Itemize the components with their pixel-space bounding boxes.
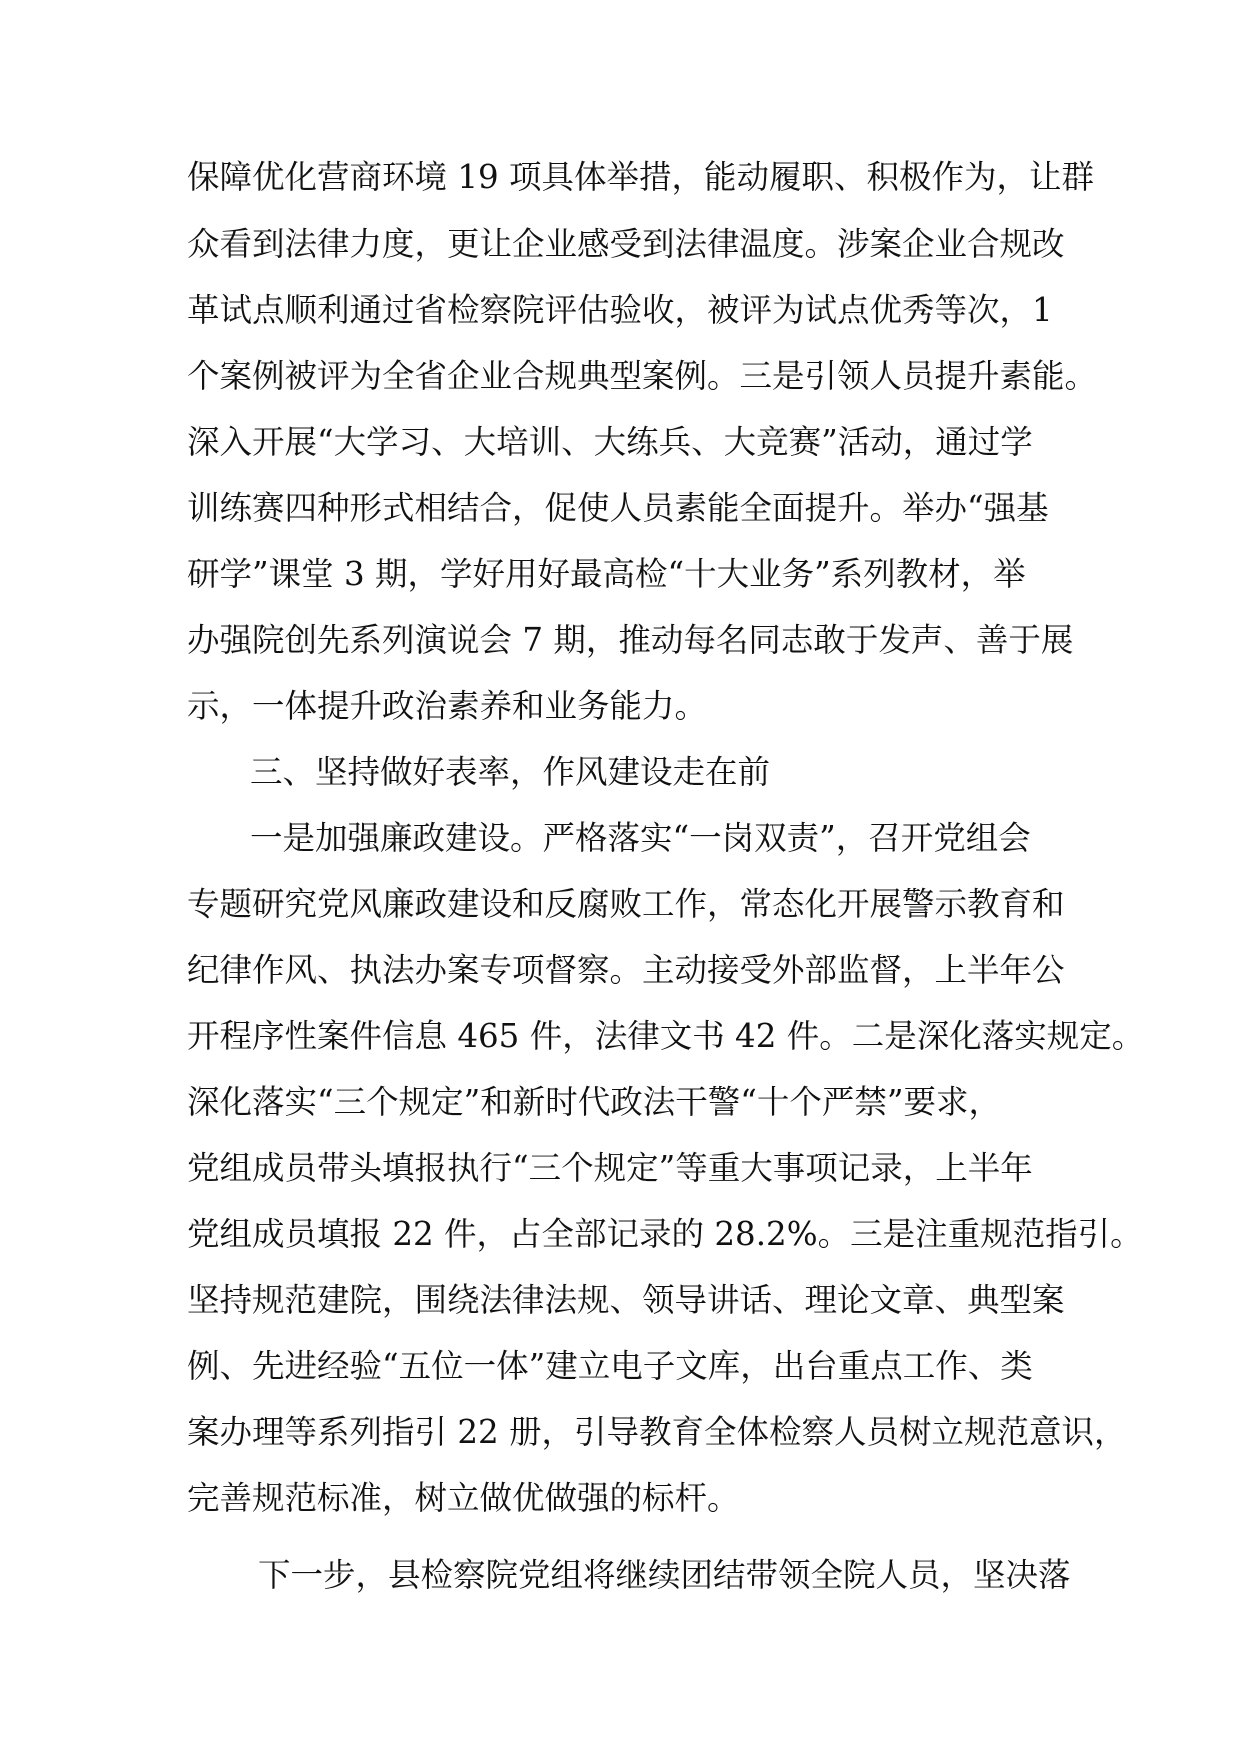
body-text-line: 研学”课堂 3 期，学好用好最高检“十大业务”系列教材，举 [187, 555, 1026, 593]
body-text-line: 深入开展“大学习、大培训、大练兵、大竞赛”活动，通过学 [187, 423, 1033, 461]
body-text-line: 示，一体提升政治素养和业务能力。 [187, 687, 708, 725]
body-text-line: 革试点顺利通过省检察院评估验收，被评为试点优秀等次，1 [187, 291, 1053, 329]
body-text-line: 例、先进经验“五位一体”建立电子文库，出台重点工作、类 [187, 1347, 1033, 1385]
body-text-line: 开程序性案件信息 465 件，法律文书 42 件。二是深化落实规定。 [187, 1017, 1145, 1055]
body-text-line: 党组成员带头填报执行“三个规定”等重大事项记录，上半年 [187, 1149, 1033, 1187]
body-text-line: 保障优化营商环境 19 项具体举措，能动履职、积极作为，让群 [187, 158, 1095, 196]
body-text-line: 案办理等系列指引 22 册，引导教育全体检察人员树立规范意识， [187, 1413, 1127, 1451]
body-text-line: 办强院创先系列演说会 7 期，推动每名同志敢于发声、善于展 [187, 621, 1074, 659]
paragraph-first-line: 下一步，县检察院党组将继续团结带领全院人员，坚决落 [258, 1556, 1071, 1594]
body-text-line: 纪律作风、执法办案专项督察。主动接受外部监督，上半年公 [187, 951, 1065, 989]
body-text-line: 训练赛四种形式相结合，促使人员素能全面提升。举办“强基 [187, 489, 1049, 527]
body-text-line: 完善规范标准，树立做优做强的标杆。 [187, 1479, 740, 1517]
paragraph-first-line: 一是加强廉政建设。严格落实“一岗双责”，召开党组会 [250, 819, 1031, 857]
section-heading: 三、坚持做好表率，作风建设走在前 [250, 753, 771, 791]
body-text-line: 深化落实“三个规定”和新时代政法干警“十个严禁”要求， [187, 1083, 1001, 1121]
body-text-line: 党组成员填报 22 件，占全部记录的 28.2%。三是注重规范指引。 [187, 1215, 1143, 1253]
body-text-line: 坚持规范建院，围绕法律法规、领导讲话、理论文章、典型案 [187, 1281, 1065, 1319]
body-text-line: 专题研究党风廉政建设和反腐败工作，常态化开展警示教育和 [187, 885, 1065, 923]
body-text-line: 个案例被评为全省企业合规典型案例。三是引领人员提升素能。 [187, 357, 1098, 395]
body-text-line: 众看到法律力度，更让企业感受到法律温度。涉案企业合规改 [187, 225, 1065, 263]
